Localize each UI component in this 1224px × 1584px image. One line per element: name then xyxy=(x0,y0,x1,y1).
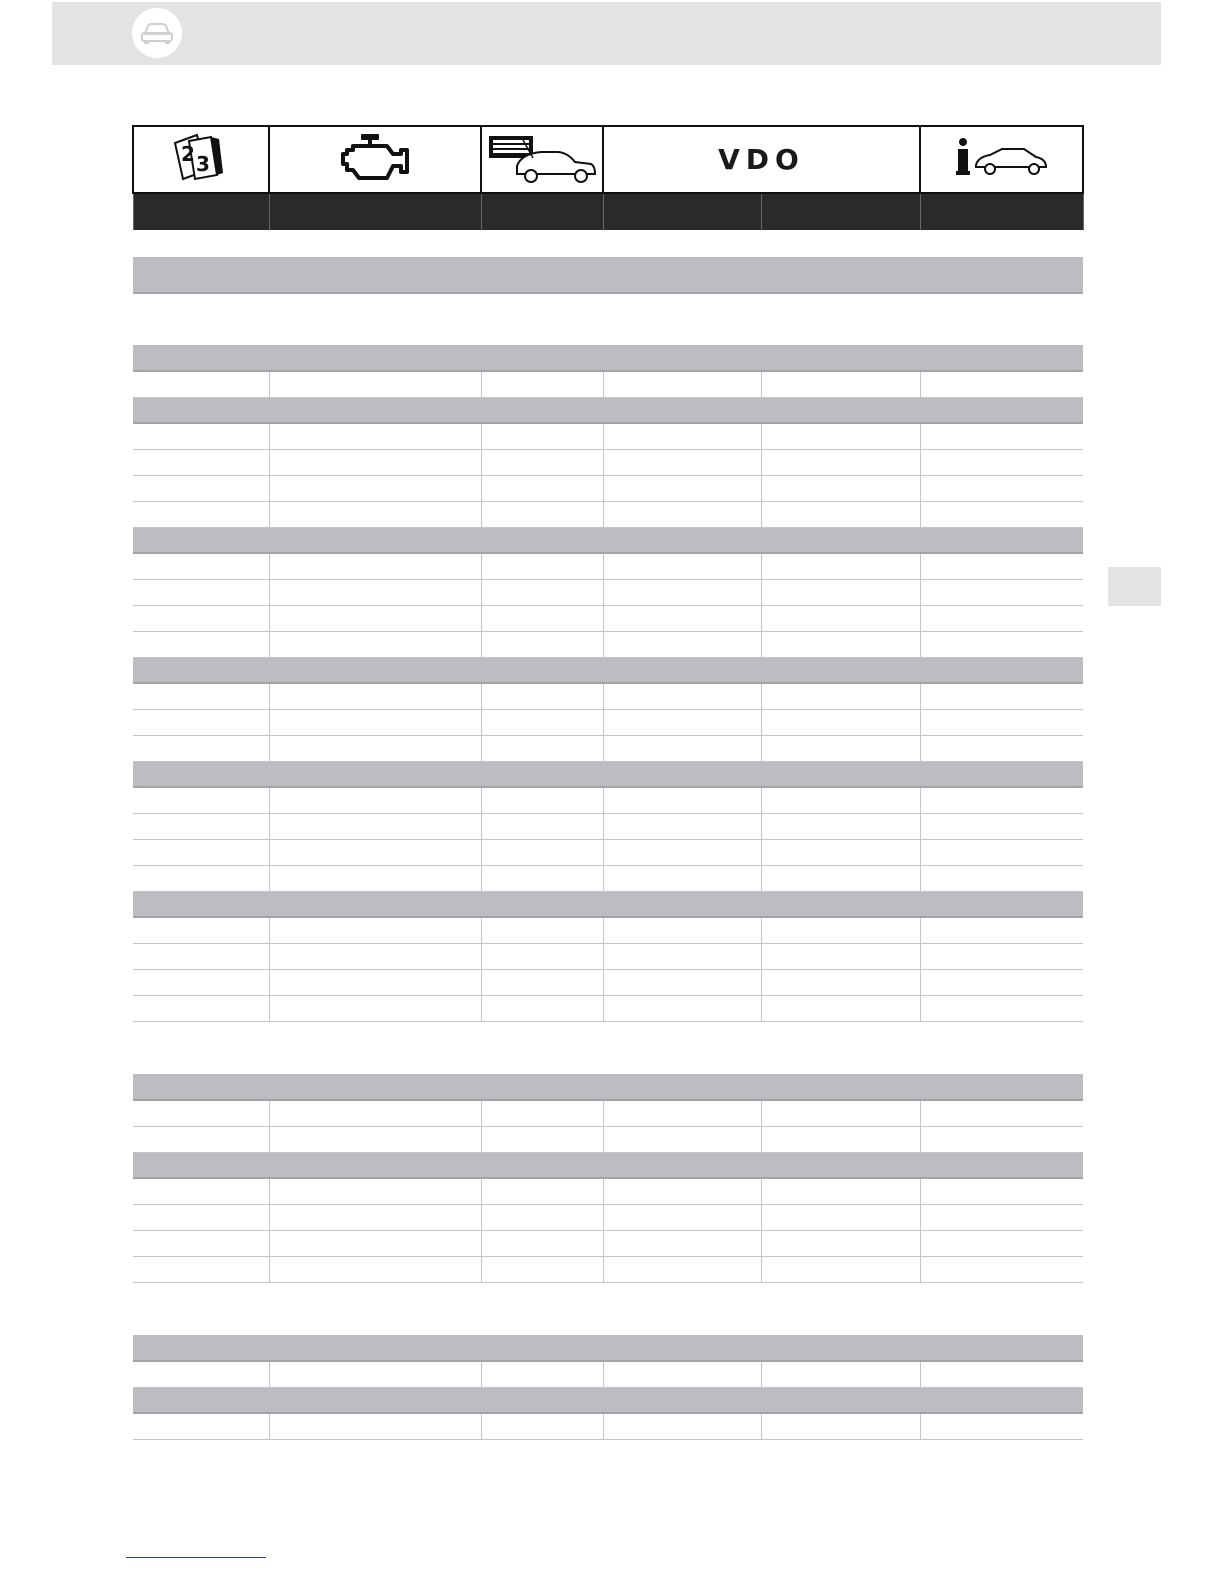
group-header xyxy=(133,891,1083,917)
pages-23-icon xyxy=(171,131,231,183)
table-row xyxy=(133,969,1083,995)
group-header xyxy=(133,1387,1083,1413)
table-row xyxy=(133,943,1083,969)
table-row xyxy=(133,423,1083,449)
group-header xyxy=(133,761,1083,787)
icon-header-row xyxy=(133,126,1083,193)
car-badge xyxy=(132,8,182,58)
info-car-icon xyxy=(954,137,1050,177)
table-row xyxy=(133,1204,1083,1230)
column-header-bar xyxy=(133,193,1083,230)
top-band xyxy=(52,2,1161,65)
engine-icon xyxy=(339,132,411,182)
side-tab xyxy=(1108,567,1161,606)
table-row xyxy=(133,813,1083,839)
table-row xyxy=(133,1178,1083,1204)
table-row xyxy=(133,475,1083,501)
table-row xyxy=(133,1230,1083,1256)
group-header xyxy=(133,1335,1083,1361)
table-row xyxy=(133,995,1083,1021)
table-row xyxy=(133,1413,1083,1439)
header-cell-vdo xyxy=(603,126,920,193)
group-header xyxy=(133,527,1083,553)
table-row xyxy=(133,1361,1083,1387)
footer-link-underline[interactable] xyxy=(126,1557,266,1558)
header-cell-info xyxy=(920,126,1083,193)
table-row xyxy=(133,917,1083,943)
table-row xyxy=(133,839,1083,865)
table-row xyxy=(133,631,1083,657)
table-row xyxy=(133,501,1083,527)
table-row xyxy=(133,865,1083,891)
table-row xyxy=(133,579,1083,605)
group-header xyxy=(133,1152,1083,1178)
svg-text:3: 3 xyxy=(196,152,210,176)
section-title-bar xyxy=(133,257,1083,293)
diagnostic-tester-car-icon xyxy=(487,130,597,184)
table-row xyxy=(133,371,1083,397)
table-row xyxy=(133,1100,1083,1126)
table-row xyxy=(133,1126,1083,1152)
vdo-logo: VDO xyxy=(718,143,805,176)
table-row xyxy=(133,605,1083,631)
header-cell-tester xyxy=(481,126,603,193)
table-row xyxy=(133,709,1083,735)
vehicle-table xyxy=(132,125,1084,1440)
group-header xyxy=(133,1074,1083,1100)
group-header xyxy=(133,397,1083,423)
table-row xyxy=(133,683,1083,709)
table-row xyxy=(133,1256,1083,1282)
table-row xyxy=(133,787,1083,813)
table-row xyxy=(133,449,1083,475)
header-cell-engine xyxy=(269,126,481,193)
group-header xyxy=(133,657,1083,683)
header-cell-pages xyxy=(133,126,269,193)
group-header xyxy=(133,345,1083,371)
svg-text:2: 2 xyxy=(181,142,195,166)
table-row xyxy=(133,735,1083,761)
table-row xyxy=(133,553,1083,579)
car-front-icon xyxy=(139,20,175,46)
